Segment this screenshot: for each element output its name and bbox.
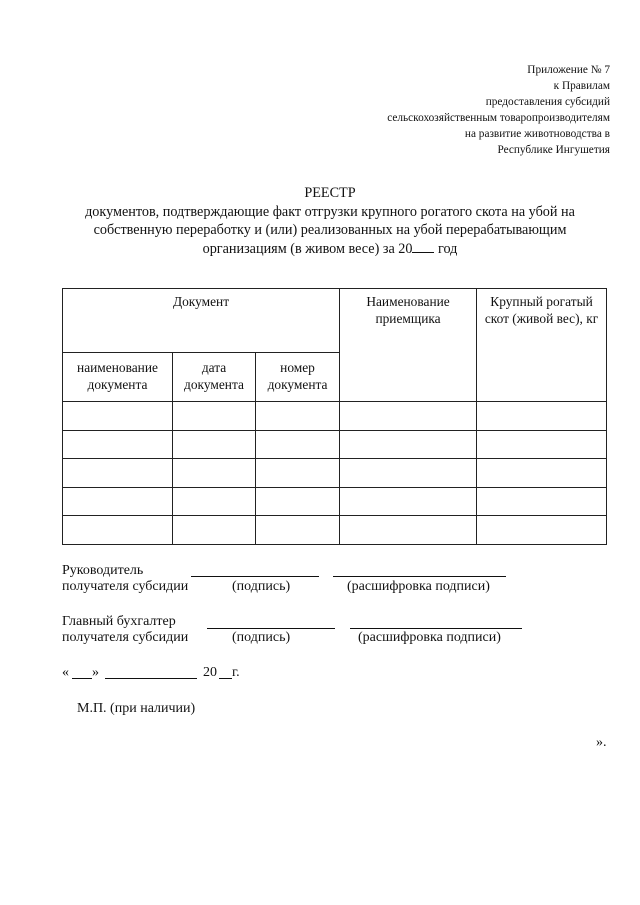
table-row bbox=[63, 516, 607, 545]
table-cell bbox=[477, 516, 607, 545]
date-close-quote: » bbox=[92, 665, 99, 680]
table-cell bbox=[340, 487, 477, 516]
year-blank bbox=[412, 240, 434, 253]
accountant-decode-caption: (расшифровка подписи) bbox=[358, 630, 501, 645]
accountant-signature-caption: (подпись) bbox=[232, 630, 291, 645]
table-cell bbox=[173, 430, 256, 459]
table-cell bbox=[340, 402, 477, 431]
document-name-header: наименование документа bbox=[63, 353, 173, 402]
head-label: Руководитель bbox=[62, 563, 144, 578]
table-cell bbox=[477, 487, 607, 516]
title-line-2: собственную переработку и (или) реализованных на убой перерабатывающим bbox=[93, 222, 567, 238]
table-cell bbox=[63, 516, 173, 545]
table-cell bbox=[256, 516, 340, 545]
table-row bbox=[63, 459, 607, 488]
table-cell bbox=[63, 430, 173, 459]
table-cell bbox=[256, 402, 340, 431]
table-row bbox=[63, 487, 607, 516]
title-line-3-suffix: год bbox=[434, 240, 458, 257]
table-cell bbox=[340, 516, 477, 545]
document-header: Документ bbox=[63, 289, 340, 353]
date-day-blank bbox=[72, 678, 92, 679]
table-cell bbox=[477, 459, 607, 488]
appendix-line: сельскохозяйственным товаропроизводителям bbox=[387, 112, 610, 124]
receiver-header: Наименование приемщика bbox=[340, 289, 477, 402]
title-line-1: документов, подтверждающие факт отгрузки крупного рогатого скота на убой на bbox=[85, 203, 575, 220]
date-year-blank bbox=[219, 678, 232, 679]
table-cell bbox=[173, 516, 256, 545]
appendix-line: Республике Ингушетия bbox=[497, 144, 610, 156]
date-open-quote: « bbox=[62, 665, 69, 680]
table-row bbox=[63, 430, 607, 459]
table-cell bbox=[340, 459, 477, 488]
document-title bbox=[40, 184, 620, 258]
head-decode-line bbox=[333, 576, 506, 577]
head-signature-line bbox=[191, 576, 319, 577]
table-cell bbox=[477, 402, 607, 431]
table-cell bbox=[256, 459, 340, 488]
table-cell bbox=[173, 402, 256, 431]
table-cell bbox=[63, 402, 173, 431]
appendix-line: Приложение № 7 bbox=[527, 64, 610, 76]
appendix-line: к Правилам bbox=[553, 80, 610, 92]
table-cell bbox=[256, 487, 340, 516]
appendix-line: на развитие животноводства в bbox=[464, 128, 610, 140]
document-date-header: дата документа bbox=[173, 353, 256, 402]
stamp-label: М.П. (при наличии) bbox=[77, 701, 196, 716]
head-decode-caption: (расшифровка подписи) bbox=[347, 579, 490, 594]
table-cell bbox=[477, 430, 607, 459]
accountant-recipient-label: получателя субсидии bbox=[62, 630, 189, 645]
registry-table bbox=[62, 288, 607, 545]
date-year-suffix: г. bbox=[232, 665, 240, 680]
table-cell bbox=[256, 430, 340, 459]
head-recipient-label: получателя субсидии bbox=[62, 579, 189, 594]
title-line-3 bbox=[40, 240, 620, 259]
title-line-3-prefix: организациям (в живом весе) за 20 bbox=[202, 240, 413, 257]
title-heading: РЕЕСТР bbox=[304, 185, 356, 201]
accountant-label: Главный бухгалтер bbox=[62, 614, 176, 629]
table-cell bbox=[173, 459, 256, 488]
table-row bbox=[63, 402, 607, 431]
closing-mark: ». bbox=[596, 735, 607, 750]
date-year-prefix: 20 bbox=[203, 665, 217, 680]
date-month-blank bbox=[105, 678, 197, 679]
head-signature-caption: (подпись) bbox=[232, 579, 291, 594]
appendix-header bbox=[387, 62, 610, 158]
table-cell bbox=[340, 430, 477, 459]
table-cell bbox=[63, 487, 173, 516]
table-cell bbox=[173, 487, 256, 516]
cattle-weight-header: Крупный рогатый скот (живой вес), кг bbox=[477, 289, 607, 402]
table-cell bbox=[63, 459, 173, 488]
document-number-header: номер документа bbox=[256, 353, 340, 402]
header-row bbox=[63, 289, 607, 353]
appendix-line: предоставления субсидий bbox=[485, 96, 610, 108]
